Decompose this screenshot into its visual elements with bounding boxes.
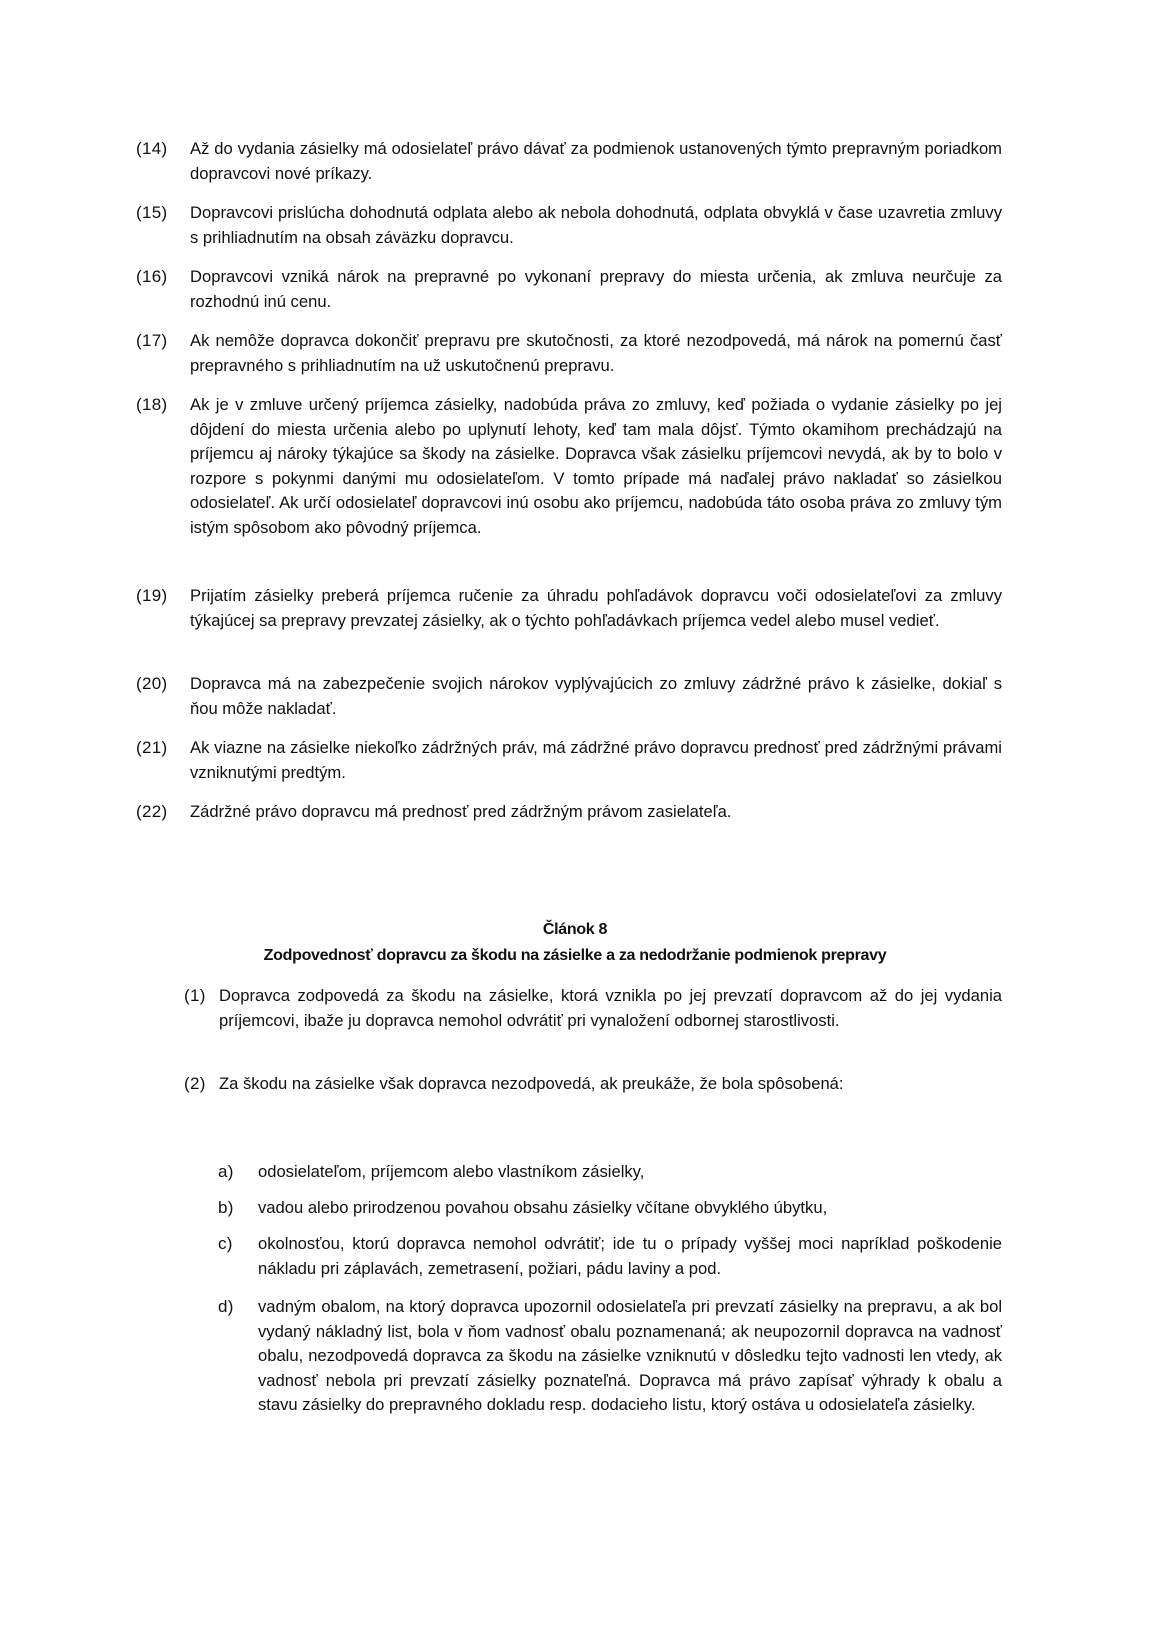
paragraph-text: Dopravca má na zabezpečenie svojich nárokov vyplývajúcich zo zmluvy zádržné právo k zásielke, dokiaľ s ňou môže nakladať. <box>190 674 1002 718</box>
article-title: Článok 8 <box>542 921 608 938</box>
paragraph-number: (17) <box>136 331 168 350</box>
paragraph-number: (21) <box>136 738 168 757</box>
paragraph-number: (19) <box>136 586 168 605</box>
list-item-marker: b) <box>218 1198 234 1217</box>
paragraph-number: (1) <box>184 986 206 1005</box>
list-item-marker: c) <box>218 1234 233 1253</box>
list-item-text: okolnosťou, ktorú dopravca nemohol odvrátiť; ide tu o prípady vyššej moci napríklad poškodenie nákladu pri záplavách, zemetrasení, požiari, pádu laviny a pod. <box>258 1234 1002 1278</box>
paragraph-number: (22) <box>136 802 168 821</box>
paragraph-text: Zádržné právo dopravcu má prednosť pred zádržným právom zasielateľa. <box>190 802 732 821</box>
article-subtitle: Zodpovednosť dopravcu za škodu na zásielke a za nedodržanie podmienok prepravy <box>263 947 887 964</box>
paragraph-text: Ak je v zmluve určený príjemca zásielky, nadobúda práva zo zmluvy, keď požiada o vydanie zásielky po jej dôjdení do miesta určenia alebo po uplynutí lehoty, keď tam mala dôjsť. Týmto okamihom prechádzajú na príjemcu aj nároky týkajúce sa škody na zásielke. Dopravca však zásielku príjemcovi nevydá, ak by to bolo v rozpore s pokynmi danými mu odosielateľom. V tomto prípade má naďalej právo nakladať so zásielkou odosielateľ. Ak určí odosielateľ dopravcovi inú osobu ako príjemcu, nadobúda táto osoba práva zo zmluvy tým istým spôsobom ako pôvodný príjemca. <box>190 395 1002 537</box>
paragraph-text: Ak viazne na zásielke niekoľko zádržných práv, má zádržné právo dopravcu prednosť pred zádržnými právami vzniknutými predtým. <box>190 738 1002 782</box>
list-item-text: vadou alebo prirodzenou povahou obsahu zásielky včítane obvyklého úbytku, <box>258 1198 828 1217</box>
paragraph-number: (16) <box>136 267 168 286</box>
paragraph-number: (20) <box>136 674 168 693</box>
paragraph-text: Za škodu na zásielke však dopravca nezodpovedá, ak preukáže, že bola spôsobená: <box>219 1074 844 1093</box>
paragraph-text: Až do vydania zásielky má odosielateľ právo dávať za podmienok ustanovených týmto prepravným poriadkom dopravcovi nové príkazy. <box>190 139 1002 183</box>
paragraph-number: (15) <box>136 203 168 222</box>
paragraph-text: Ak nemôže dopravca dokončiť prepravu pre skutočnosti, za ktoré nezodpovedá, má nárok na pomernú časť prepravného s prihliadnutím na už uskutočnenú prepravu. <box>190 331 1002 375</box>
list-item-marker: d) <box>218 1297 234 1316</box>
paragraph-text: Dopravca zodpovedá za škodu na zásielke, ktorá vznikla po jej prevzatí dopravcom až do jej vydania príjemcovi, ibaže ju dopravca nemohol odvrátiť pri vynaložení odbornej starostlivosti. <box>219 986 1002 1030</box>
paragraph-text: Prijatím zásielky preberá príjemca ručenie za úhradu pohľadávok dopravcu voči odosielateľovi za zmluvy týkajúcej sa prepravy prevzatej zásielky, ak o týchto pohľadávkach príjemca vedel alebo musel vedieť. <box>190 586 1002 630</box>
list-item-marker: a) <box>218 1162 234 1181</box>
list-item-text: odosielateľom, príjemcom alebo vlastníkom zásielky, <box>258 1162 645 1181</box>
paragraph-text: Dopravcovi vzniká nárok na prepravné po vykonaní prepravy do miesta určenia, ak zmluva neurčuje za rozhodnú inú cenu. <box>190 267 1002 311</box>
paragraph-number: (18) <box>136 395 168 414</box>
paragraph-number: (14) <box>136 139 168 158</box>
paragraph-number: (2) <box>184 1074 206 1093</box>
list-item-text: vadným obalom, na ktorý dopravca upozornil odosielateľa pri prevzatí zásielky na prepravu, a ak bol vydaný nákladný list, bola v ňom vadnosť obalu poznamenaná; ak neupozornil dopravca na vadnosť obalu, nezodpovedá dopravca za škodu na zásielke vzniknutú v dôsledku tejto vadnosti len vtedy, ak vadnosť nebola pri prevzatí zásielky poznateľná. Dopravca má právo zapísať výhrady k obalu a stavu zásielky do prepravného dokladu resp. dodacieho listu, ktorý ostáva u odosielateľa zásielky. <box>258 1297 1002 1414</box>
paragraph-text: Dopravcovi prislúcha dohodnutá odplata alebo ak nebola dohodnutá, odplata obvyklá v čase uzavretia zmluvy s prihliadnutím na obsah záväzku dopravcu. <box>190 203 1002 247</box>
